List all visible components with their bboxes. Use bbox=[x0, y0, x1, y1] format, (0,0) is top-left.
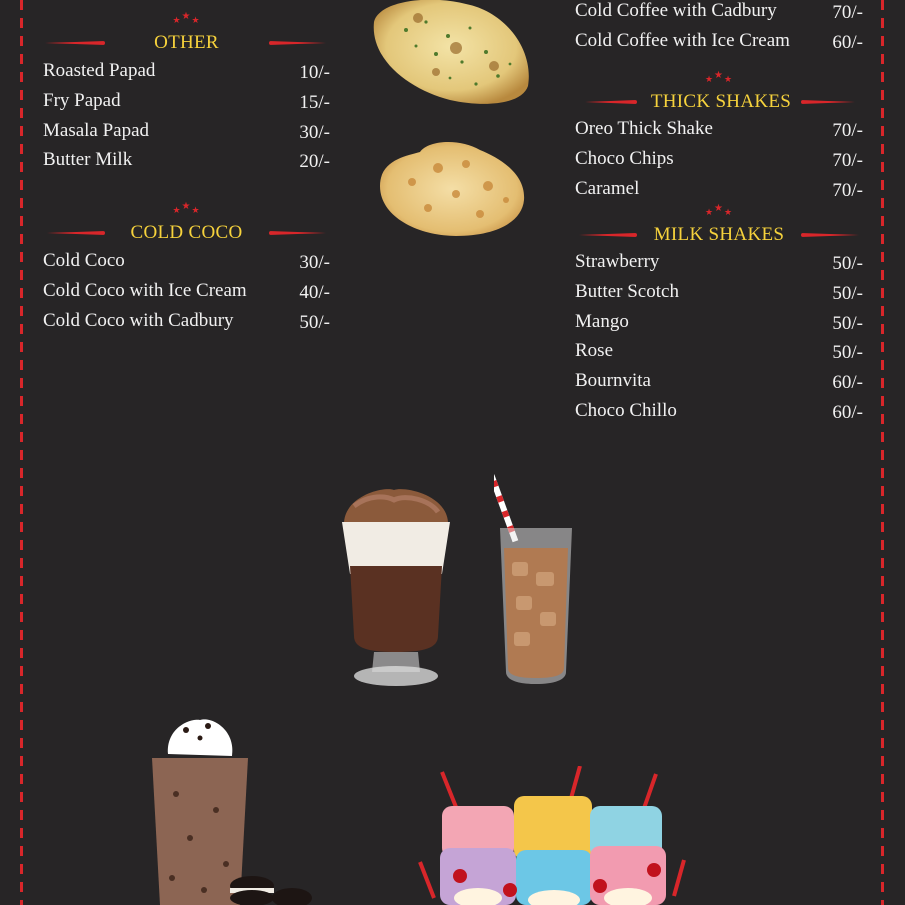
item-price: 70/- bbox=[832, 2, 863, 23]
menu-item bbox=[43, 310, 330, 340]
item-name: Cold Coco bbox=[43, 250, 125, 271]
item-name: Butter Milk bbox=[43, 149, 133, 171]
item-price: 30/- bbox=[299, 121, 330, 143]
item-name: Choco Chips bbox=[575, 147, 674, 169]
item-name: Strawberry bbox=[575, 251, 660, 272]
section-header bbox=[575, 203, 863, 246]
menu-item bbox=[575, 340, 863, 370]
stars-ornament: ★★★ bbox=[172, 11, 201, 25]
menu-item bbox=[43, 90, 330, 120]
section-title: COLD COCO bbox=[130, 222, 243, 243]
item-price: 50/- bbox=[832, 282, 863, 304]
menu-item bbox=[575, 118, 863, 148]
item-price: 50/- bbox=[299, 311, 330, 333]
menu-item bbox=[43, 120, 330, 150]
left-border bbox=[20, 0, 23, 905]
section-title: THICK SHAKES bbox=[650, 91, 792, 112]
garlic-naan-photo bbox=[366, 0, 536, 108]
item-price: 30/- bbox=[299, 252, 330, 273]
item-name: Choco Chillo bbox=[575, 399, 677, 421]
item-name: Oreo Thick Shake bbox=[575, 118, 713, 139]
menu-item bbox=[575, 400, 863, 430]
menu-item bbox=[575, 30, 863, 60]
right-border bbox=[881, 0, 884, 905]
item-price: 60/- bbox=[832, 372, 863, 394]
oreo-cookies-photo bbox=[228, 868, 312, 905]
item-name: Masala Papad bbox=[43, 119, 150, 141]
section-cold-coco bbox=[43, 201, 330, 339]
item-price: 15/- bbox=[299, 91, 330, 113]
section-header bbox=[43, 201, 330, 244]
item-price: 70/- bbox=[832, 120, 863, 141]
menu-item bbox=[575, 281, 863, 311]
item-name: Roasted Papad bbox=[43, 60, 156, 81]
menu-item bbox=[43, 250, 330, 280]
section-cold-coffee bbox=[575, 0, 863, 60]
section-title: OTHER bbox=[154, 32, 219, 53]
menu-item bbox=[575, 0, 863, 30]
menu-item bbox=[575, 311, 863, 341]
item-price: 60/- bbox=[832, 31, 863, 53]
item-price: 70/- bbox=[832, 149, 863, 171]
section-milk-shakes bbox=[575, 203, 863, 430]
stars-ornament: ★★★ bbox=[172, 201, 201, 215]
item-price: 50/- bbox=[832, 312, 863, 334]
section-header bbox=[43, 11, 330, 54]
stars-ornament: ★★★ bbox=[704, 203, 734, 217]
item-name: Caramel bbox=[575, 177, 640, 199]
section-header bbox=[575, 70, 863, 113]
hot-chocolate-photo bbox=[334, 486, 458, 690]
item-name: Fry Papad bbox=[43, 89, 121, 111]
section-other bbox=[43, 11, 330, 179]
item-price: 50/- bbox=[832, 253, 863, 274]
menu-item bbox=[575, 148, 863, 178]
menu-item bbox=[575, 370, 863, 400]
item-price: 70/- bbox=[832, 179, 863, 201]
menu-item bbox=[43, 60, 330, 90]
item-name: Rose bbox=[575, 340, 613, 362]
item-price: 60/- bbox=[832, 401, 863, 423]
item-price: 20/- bbox=[299, 151, 330, 173]
cheese-naan-photo bbox=[376, 138, 528, 238]
menu-item bbox=[43, 280, 330, 310]
item-name: Cold Coffee with Cadbury bbox=[575, 0, 777, 21]
item-name: Cold Coffee with Ice Cream bbox=[575, 29, 790, 51]
item-name: Mango bbox=[575, 310, 629, 332]
item-price: 10/- bbox=[299, 62, 330, 83]
item-name: Bournvita bbox=[575, 370, 651, 392]
milkshakes-assortment-photo bbox=[418, 766, 696, 905]
item-name: Cold Coco with Cadbury bbox=[43, 309, 234, 331]
section-title: MILK SHAKES bbox=[653, 224, 785, 245]
menu-item bbox=[43, 149, 330, 179]
menu-item bbox=[575, 251, 863, 281]
iced-coffee-photo bbox=[494, 472, 578, 690]
stars-ornament: ★★★ bbox=[704, 70, 734, 84]
item-name: Butter Scotch bbox=[575, 280, 679, 302]
section-thick-shakes bbox=[575, 70, 863, 207]
item-price: 50/- bbox=[832, 342, 863, 364]
item-price: 40/- bbox=[299, 281, 330, 303]
item-name: Cold Coco with Ice Cream bbox=[43, 279, 247, 301]
